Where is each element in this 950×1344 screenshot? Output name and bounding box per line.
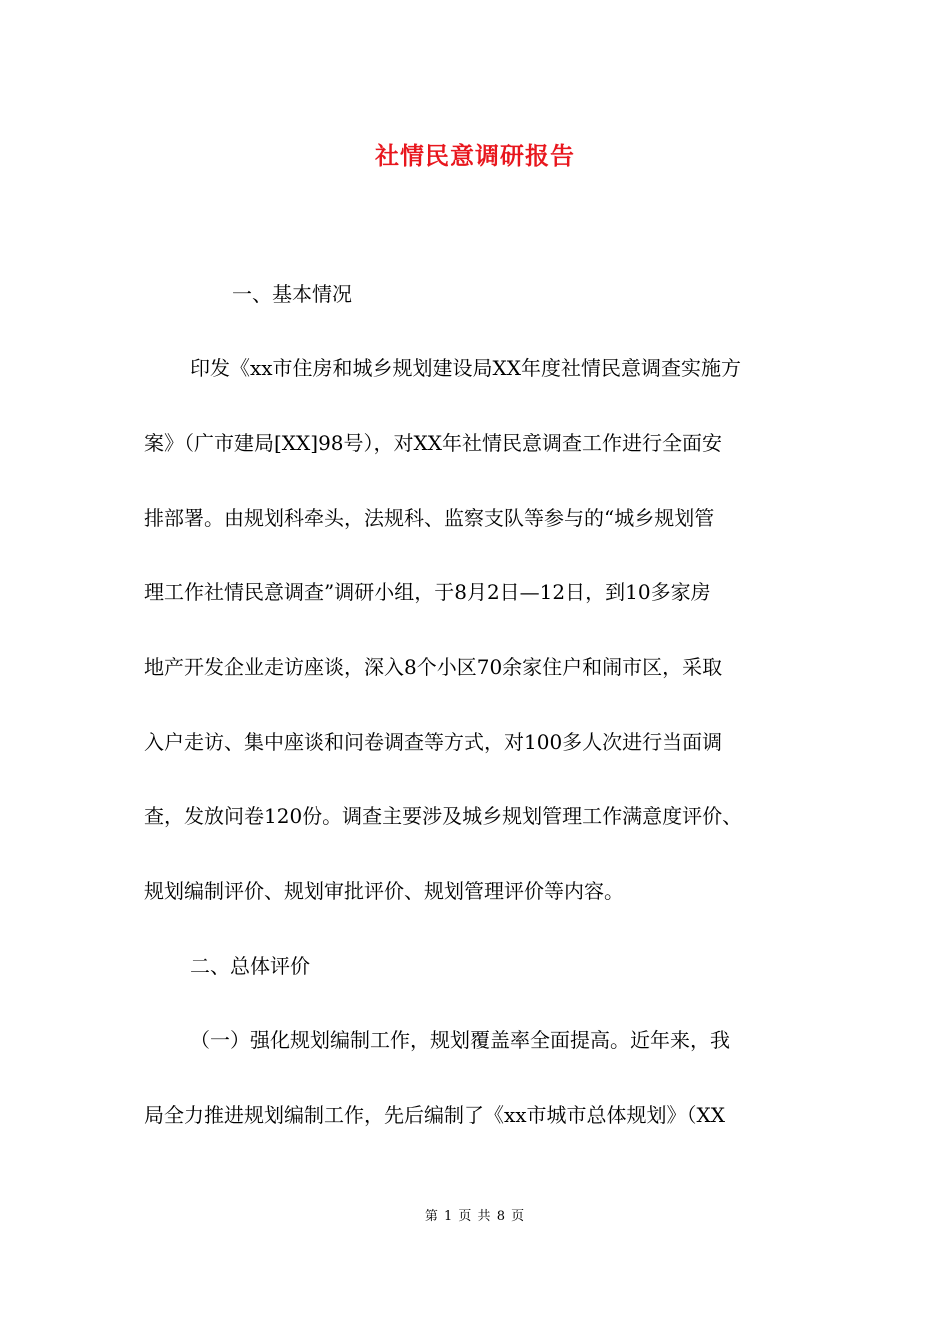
paragraph-line: 规划编制评价、规划审批评价、规划管理评价等内容。 [144, 879, 624, 903]
paragraph-line: 入户走访、集中座谈和问卷调查等方式，对100多人次进行当面调 [144, 730, 723, 754]
paragraph-line: 案》（广市建局[XX]98号），对XX年社情民意调查工作进行全面安 [144, 431, 723, 455]
paragraph-line: 理工作社情民意调查”调研小组，于8月2日—12日，到10多家房 [144, 580, 711, 604]
page-footer: 第 1 页 共 8 页 [424, 1209, 526, 1224]
section-heading-overall-evaluation: 二、总体评价 [190, 954, 310, 978]
paragraph-line: 地产开发企业走访座谈，深入8个小区70余家住户和闹市区，采取 [144, 655, 723, 679]
paragraph-line: 印发《xx市住房和城乡规划建设局XX年度社情民意调查实施方 [190, 356, 742, 380]
section-heading-basic-situation: 一、基本情况 [232, 282, 352, 306]
document-title: 社情民意调研报告 [375, 141, 575, 170]
paragraph-line: 局全力推进规划编制工作，先后编制了《xx市城市总体规划》（XX [144, 1103, 726, 1127]
paragraph-line: 排部署。由规划科牵头，法规科、监察支队等参与的“城乡规划管 [144, 506, 715, 530]
paragraph-line: （一）强化规划编制工作，规划覆盖率全面提高。近年来，我 [190, 1028, 730, 1052]
paragraph-line: 查，发放问卷120份。调查主要涉及城乡规划管理工作满意度评价、 [144, 804, 743, 828]
